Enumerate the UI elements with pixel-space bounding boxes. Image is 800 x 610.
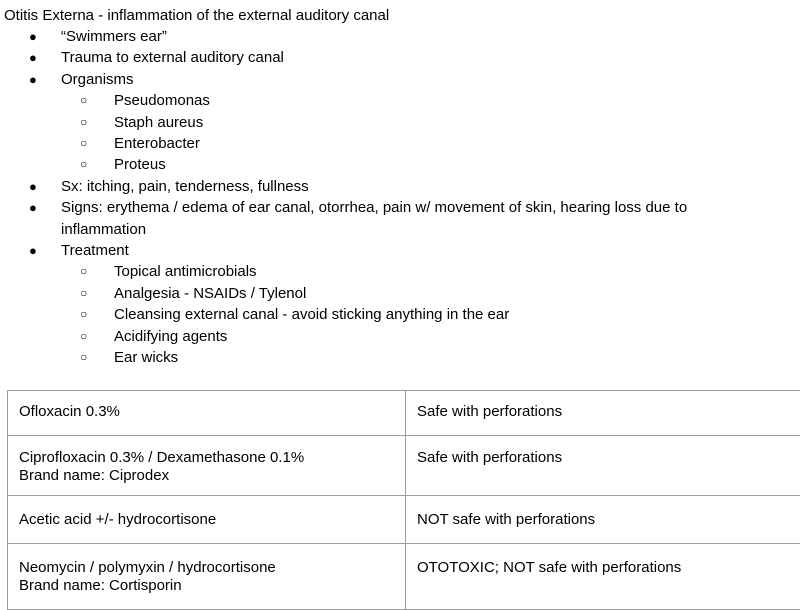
bullet-circle-icon: ○: [80, 283, 87, 304]
perforation-note: OTOTOXIC; NOT safe with perforations: [417, 559, 797, 577]
sub-list-item-text: Analgesia - NSAIDs / Tylenol: [114, 285, 306, 302]
drug-cell: [8, 391, 406, 436]
sub-list-item: [61, 112, 760, 133]
drug-cell: [8, 496, 406, 544]
sub-list-item: [61, 154, 760, 175]
drug-name: Neomycin / polymyxin / hydrocortisone: [19, 559, 395, 577]
note-cell: [406, 391, 800, 436]
table-row: [8, 436, 800, 496]
page-title: Otitis Externa - inflammation of the external auditory canal: [4, 6, 389, 26]
sub-list-item: [61, 261, 760, 282]
list-item-text: Sx: itching, pain, tenderness, fullness: [61, 178, 309, 195]
sub-list-item: [61, 133, 760, 154]
list-item: [0, 47, 760, 68]
sub-list-item: [61, 326, 760, 347]
list-item: [0, 69, 760, 176]
note-cell: [406, 436, 800, 496]
bullet-disc-icon: ●: [29, 69, 37, 90]
sub-list-item: [61, 283, 760, 304]
sub-list-item-text: Enterobacter: [114, 135, 200, 152]
table-row: [8, 391, 800, 436]
bullet-circle-icon: ○: [80, 347, 87, 368]
sub-list-item-text: Ear wicks: [114, 349, 178, 366]
drug-table: [7, 390, 800, 610]
sub-list-organisms: [61, 90, 760, 176]
bullet-circle-icon: ○: [80, 154, 87, 175]
sub-list-item-text: Pseudomonas: [114, 92, 210, 109]
list-item: [0, 240, 760, 368]
bullet-circle-icon: ○: [80, 326, 87, 347]
drug-name: Acetic acid +/- hydrocortisone: [19, 511, 395, 529]
drug-cell: [8, 436, 406, 496]
bullet-list: [0, 26, 760, 369]
bullet-disc-icon: ●: [29, 240, 37, 261]
brand-name: Brand name: Cortisporin: [19, 577, 395, 595]
list-item-text: Trauma to external auditory canal: [61, 49, 284, 66]
perforation-note: Safe with perforations: [417, 449, 797, 467]
sub-list-item-text: Topical antimicrobials: [114, 263, 257, 280]
drug-name: Ofloxacin 0.3%: [19, 403, 395, 421]
perforation-note: NOT safe with perforations: [417, 511, 797, 529]
sub-list-item-text: Proteus: [114, 156, 166, 173]
list-item: [0, 197, 760, 240]
list-item: [0, 176, 760, 197]
bullet-disc-icon: ●: [29, 47, 37, 68]
bullet-circle-icon: ○: [80, 261, 87, 282]
sub-list-item: [61, 304, 760, 325]
list-item-text: Signs: erythema / edema of ear canal, otorrhea, pain w/ movement of skin, hearing loss due to inflammation: [61, 197, 701, 240]
bullet-disc-icon: ●: [29, 26, 37, 47]
bullet-disc-icon: ●: [29, 197, 37, 218]
list-item: [0, 26, 760, 47]
sub-list-item-text: Staph aureus: [114, 114, 203, 131]
bullet-circle-icon: ○: [80, 304, 87, 325]
list-item-text: Organisms: [61, 71, 134, 88]
drug-name: Ciprofloxacin 0.3% / Dexamethasone 0.1%: [19, 449, 395, 467]
table-row: [8, 496, 800, 544]
bullet-circle-icon: ○: [80, 133, 87, 154]
list-item-text: Treatment: [61, 242, 129, 259]
bullet-disc-icon: ●: [29, 176, 37, 197]
sub-list-item: [61, 90, 760, 111]
sub-list-item: [61, 347, 760, 368]
sub-list-treatment: [61, 261, 760, 368]
list-item-text: “Swimmers ear”: [61, 28, 167, 45]
bullet-circle-icon: ○: [80, 112, 87, 133]
sub-list-item-text: Cleansing external canal - avoid sticking anything in the ear: [114, 306, 509, 323]
note-cell: [406, 496, 800, 544]
brand-name: Brand name: Ciprodex: [19, 467, 395, 485]
sub-list-item-text: Acidifying agents: [114, 328, 227, 345]
perforation-note: Safe with perforations: [417, 403, 797, 421]
bullet-circle-icon: ○: [80, 90, 87, 111]
